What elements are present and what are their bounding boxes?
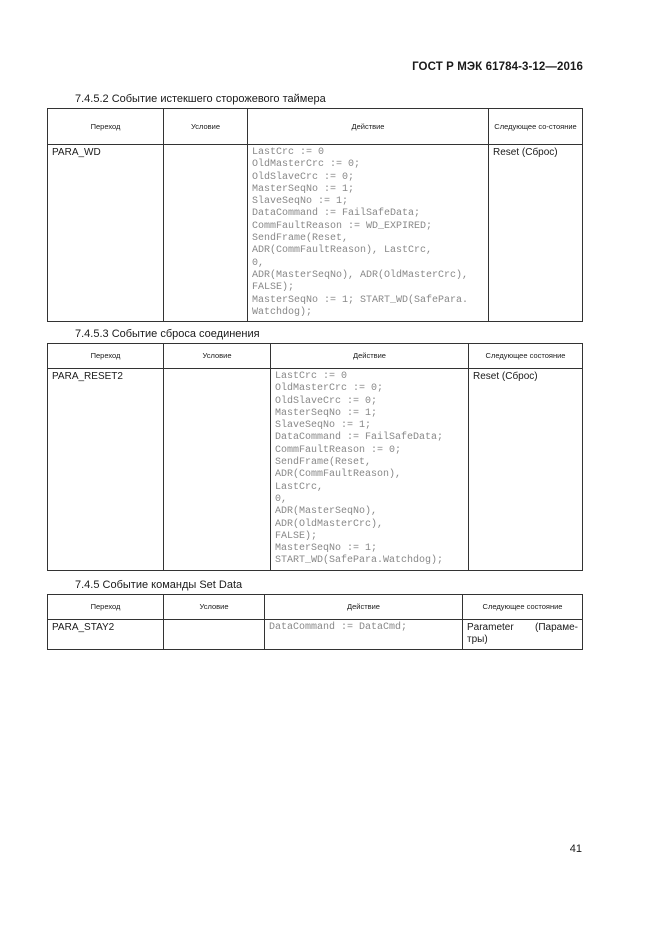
section-title-connection-reset: 7.4.5.3 Событие сброса соединения <box>75 328 260 340</box>
cell-condition <box>164 620 265 650</box>
table-row <box>48 620 583 650</box>
next-state-word: Parameter <box>467 622 514 633</box>
col-header-condition: Условие <box>164 344 271 369</box>
table-row <box>48 145 583 322</box>
action-line: SendFrame(Reset, <box>252 233 349 245</box>
action-line: 0, <box>252 257 265 269</box>
action-line: START_WD(SafePara.Watchdog); <box>275 555 444 567</box>
cell-next-state <box>463 620 583 650</box>
table-set-data-event <box>47 594 583 650</box>
action-line: FALSE); <box>275 530 318 542</box>
action-line: OldSlaveCrc := 0; <box>252 171 355 183</box>
next-state-line <box>467 622 578 634</box>
action-line: DataCommand := FailSafeData; <box>275 432 444 444</box>
table-header-row <box>48 595 583 620</box>
action-line: ADR(CommFaultReason), <box>275 469 402 481</box>
cell-transition: PARA_STAY2 <box>48 620 164 650</box>
action-line: ADR(MasterSeqNo), ADR(OldMasterCrc), <box>252 269 469 281</box>
action-line: SendFrame(Reset, <box>275 457 372 469</box>
col-header-condition: Условие <box>164 595 265 620</box>
action-line: CommFaultReason := 0; <box>275 444 402 456</box>
action-line: ADR(CommFaultReason), LastCrc, <box>252 245 433 257</box>
col-header-action: Действие <box>271 344 469 369</box>
col-header-next-state: Следующее состояние <box>463 595 583 620</box>
action-line: MasterSeqNo := 1; <box>275 407 378 419</box>
cell-action <box>265 620 463 650</box>
action-line: OldMasterCrc := 0; <box>275 383 384 395</box>
next-state-line: тры) <box>467 634 488 646</box>
col-header-action: Действие <box>248 109 489 145</box>
section-title-set-data: 7.4.5 Событие команды Set Data <box>75 579 243 591</box>
table-connection-reset-event <box>47 343 583 571</box>
action-line: MasterSeqNo := 1; <box>252 183 355 195</box>
action-line: 0, <box>275 493 288 505</box>
col-header-action: Действие <box>265 595 463 620</box>
col-header-next-state: Следующее со-стояние <box>489 109 583 145</box>
col-header-transition: Переход <box>48 344 164 369</box>
document-standard-header: ГОСТ Р МЭК 61784-3-12—2016 <box>412 61 583 73</box>
action-line: DataCommand := FailSafeData; <box>252 208 421 220</box>
col-header-condition: Условие <box>164 109 248 145</box>
col-header-transition: Переход <box>48 109 164 145</box>
page-number: 41 <box>569 843 582 855</box>
action-line: SlaveSeqNo := 1; <box>275 420 372 432</box>
action-line: DataCommand := DataCmd; <box>269 622 408 633</box>
table-header-row <box>48 109 583 145</box>
col-header-next-state: Следующее состояние <box>469 344 583 369</box>
action-line: ADR(MasterSeqNo), <box>275 506 378 518</box>
col-header-transition: Переход <box>48 595 164 620</box>
cell-action <box>271 369 469 571</box>
action-line: LastCrc := 0 <box>252 147 325 158</box>
cell-transition: PARA_WD <box>48 145 164 322</box>
cell-condition <box>164 145 248 322</box>
action-line: LastCrc, <box>275 481 324 493</box>
action-line: OldSlaveCrc := 0; <box>275 395 378 407</box>
cell-action <box>248 145 489 322</box>
action-line: OldMasterCrc := 0; <box>252 159 361 171</box>
table-watchdog-event <box>47 108 583 322</box>
cell-condition <box>164 369 271 571</box>
action-line: MasterSeqNo := 1; <box>275 543 378 555</box>
action-line: CommFaultReason := WD_EXPIRED; <box>252 220 433 232</box>
action-line: FALSE); <box>252 282 295 294</box>
action-line: MasterSeqNo := 1; START_WD(SafePara. <box>252 294 469 306</box>
table-row <box>48 369 583 571</box>
cell-transition: PARA_RESET2 <box>48 369 164 571</box>
action-line: Watchdog); <box>252 306 313 318</box>
section-title-watchdog: 7.4.5.2 Событие истекшего сторожевого таймера <box>75 93 326 105</box>
cell-next-state: Reset (Сброс) <box>489 145 583 322</box>
table-header-row <box>48 344 583 369</box>
cell-next-state: Reset (Сброс) <box>469 369 583 571</box>
action-line: SlaveSeqNo := 1; <box>252 196 349 208</box>
next-state-word: (Параме- <box>535 622 578 633</box>
action-line: LastCrc := 0 <box>275 371 348 382</box>
action-line: ADR(OldMasterCrc), <box>275 518 384 530</box>
